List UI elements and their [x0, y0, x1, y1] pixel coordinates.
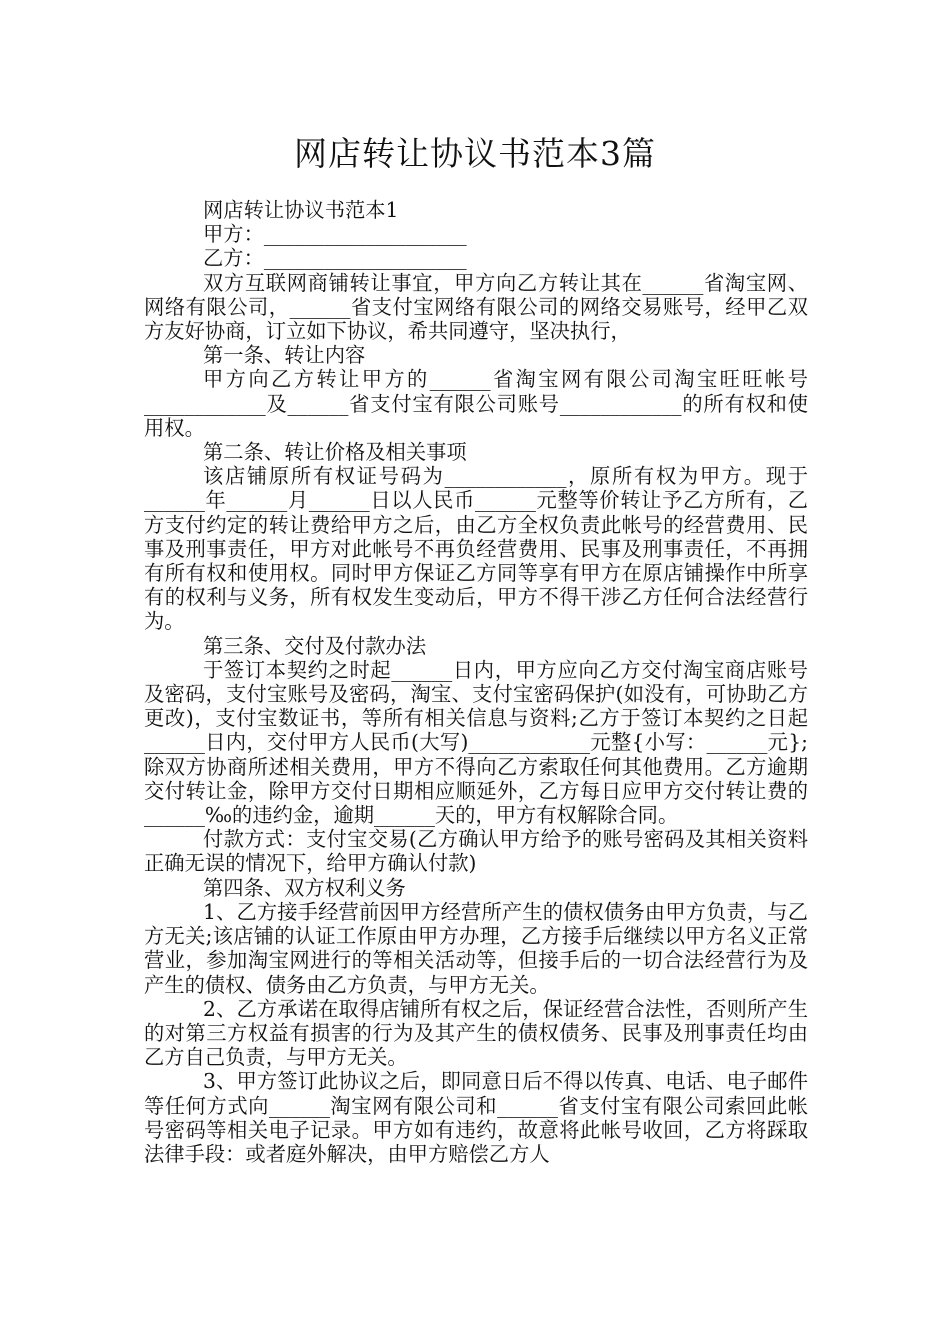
article-3-heading: 第三条、交付及付款办法 — [203, 633, 427, 658]
article-4-item-3: 3、甲方签订此协议之后，即同意日后不得以传真、电话、电子邮件等任何方式向______淘宝网有限公司和______省支付宝有限公司索回此帐号密码等相关电子记录。甲方如有违约，故意将此帐号收回，乙方将踩取法律手段：或者庭外解决，由甲方赔偿乙方人 — [144, 1069, 808, 1166]
document-body — [144, 198, 808, 1166]
document-title: 网店转让协议书范本3篇 — [294, 134, 656, 173]
article-4-item-2: 2、乙方承诺在取得店铺所有权之后，保证经营合法性，否则所产生的对第三方权益有损害的行为及其产生的债权债务、民事及刑事责任均由乙方自己负责，与甲方无关。 — [144, 996, 808, 1070]
article-2-body: 该店铺原所有权证号码为____________，原所有权为甲方。现于______年______月______日以人民币______元整等价转让予乙方所有，乙方支付约定的转让费给甲方之后，由乙方全权负责此帐号的经营费用、民事及刑事责任，甲方对此帐号不再负经营费用、民事及刑事责任，不再拥有所有权和使用权。同时甲方保证乙方同等享有甲方在原店铺操作中所享有的权利与义务，所有权发生变动后，甲方不得干涉乙方任何合法经营行为。 — [144, 464, 808, 634]
article-3-body: 于签订本契约之时起______日内，甲方应向乙方交付淘宝商店账号及密码，支付宝账号及密码，淘宝、支付宝密码保护(如没有，可协助乙方更改)，支付宝数证书，等所有相关信息与资料;乙方于签订本契约之日起______日内，交付甲方人民币(大写)____________元整{小写：______元};除双方协商所述相关费用，甲方不得向乙方索取任何其他费用。乙方逾期交付转让金，除甲方交付日期相应顺延外，乙方每日应甲方交付转让费的______‰的违约金，逾期______天的，甲方有权解除合同。 — [144, 657, 808, 828]
party-b-line: 乙方：____________________ — [203, 246, 467, 271]
article-4-item-1: 1、乙方接手经营前因甲方经营所产生的债权债务由甲方负责，与乙方无关;该店铺的认证工作原由甲方办理，乙方接手后继续以甲方名义正常营业，参加淘宝网进行的等相关活动等，但接手后的一切合法经营行为及产生的债权、债务由乙方负责，与甲方无关。 — [144, 899, 808, 997]
article-1-heading: 第一条、转让内容 — [203, 343, 366, 368]
article-4-heading: 第四条、双方权利义务 — [203, 875, 406, 900]
section-title: 网店转让协议书范本1 — [203, 198, 399, 222]
article-1-body: 甲方向乙方转让甲方的______省淘宝网有限公司淘宝旺旺帐号____________及______省支付宝有限公司账号____________的所有权和使用权。 — [144, 367, 808, 440]
paragraph-intro: 双方互联网商铺转让事宜，甲方向乙方转让其在______省淘宝网、网络有限公司，______省支付宝网络有限公司的网络交易账号，经甲乙双方友好协商，订立如下协议，希共同遵守，坚决执行， — [144, 270, 808, 344]
article-2-heading: 第二条、转让价格及相关事项 — [203, 440, 467, 465]
payment-method: 付款方式：支付宝交易(乙方确认甲方给予的账号密码及其相关资料正确无误的情况下，给甲方确认付款) — [144, 827, 808, 876]
party-a-line: 甲方：____________________ — [203, 222, 467, 247]
